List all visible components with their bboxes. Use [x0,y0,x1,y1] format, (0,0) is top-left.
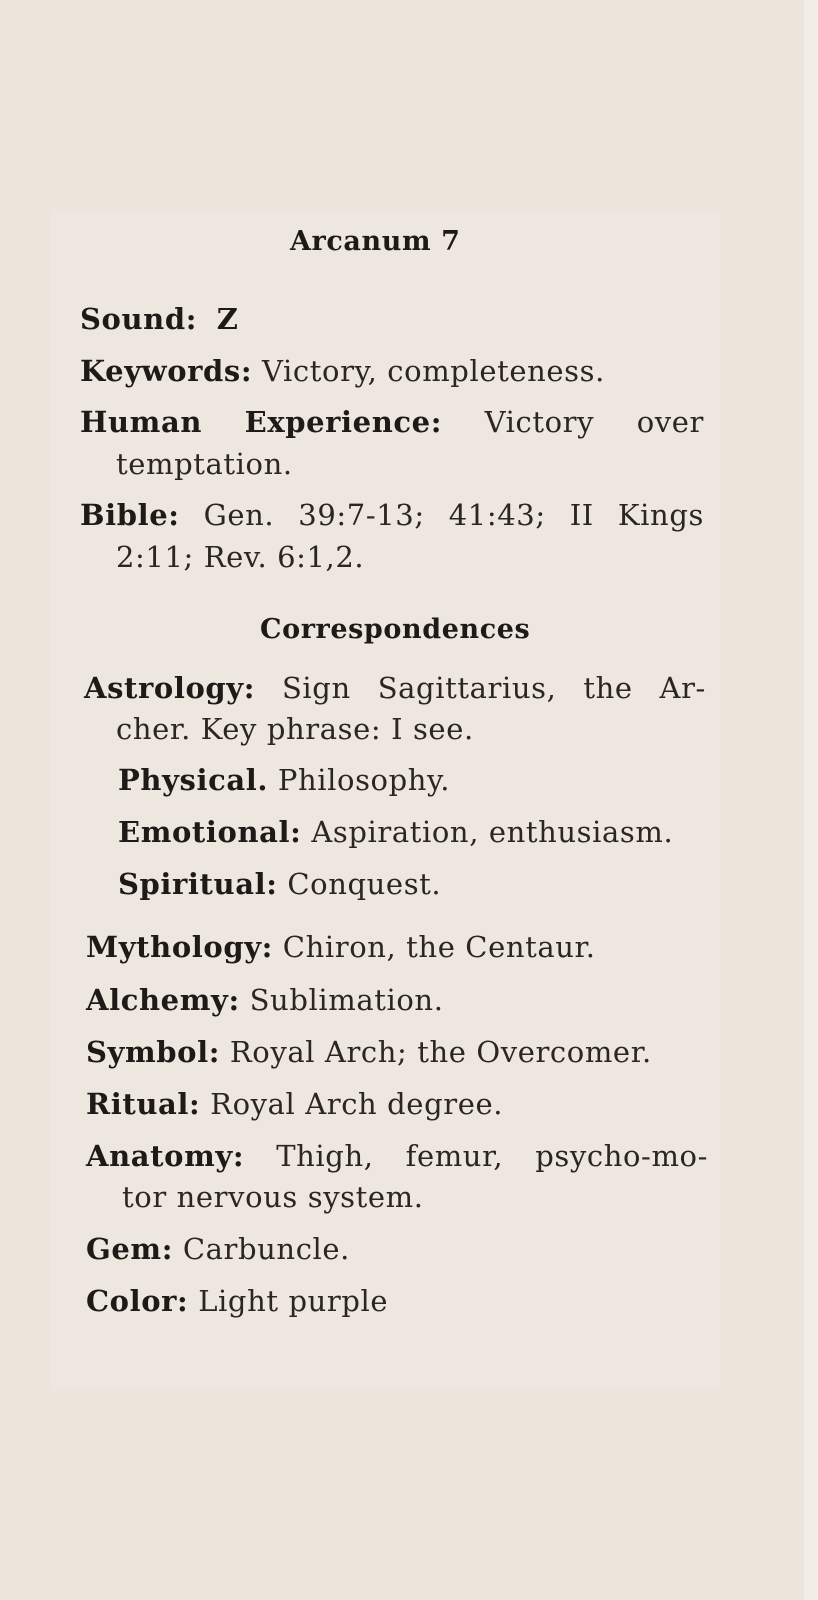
astrology-word-4: Ar- [659,671,706,705]
ritual-value: Royal Arch degree. [210,1087,504,1121]
emotional-value: Aspiration, enthusiasm. [311,815,674,849]
anatomy-word-3: psycho-mo- [535,1139,708,1173]
entry-symbol [86,1035,652,1069]
keywords-label: Keywords: [80,354,253,388]
page-title: Arcanum 7 [290,226,461,257]
emotional-label: Emotional: [118,815,302,849]
correspondences-heading: Correspondences [260,614,531,645]
bible-ref-3: 41:43; [448,498,546,532]
human-experience-value-2: over [636,405,704,439]
bible-ref-5: Kings [617,498,704,532]
entry-astrology [84,671,706,705]
human-experience-continuation: temptation. [116,447,293,481]
ritual-label: Ritual: [86,1087,201,1121]
human-experience-label-1: Human [80,405,203,439]
astrology-continuation: cher. Key phrase: I see. [116,712,474,746]
bible-ref-1: Gen. [203,498,275,532]
physical-value: Philosophy. [277,763,451,797]
entry-alchemy [86,983,444,1017]
alchemy-label: Alchemy: [86,983,240,1017]
symbol-label: Symbol: [86,1035,221,1069]
astrology-label: Astrology: [84,671,256,705]
mythology-value: Chiron, the Centaur. [282,930,596,964]
physical-label: Physical. [118,763,269,797]
entry-physical [118,763,450,797]
entry-gem [86,1232,350,1266]
gem-label: Gem: [86,1232,174,1266]
entry-anatomy [86,1139,708,1173]
entry-color [86,1284,388,1318]
sound-value: Z [216,302,239,336]
spiritual-value: Conquest. [287,867,442,901]
symbol-value: Royal Arch; the Overcomer. [229,1035,652,1069]
anatomy-label: Anatomy: [86,1139,245,1173]
entry-bible [80,498,704,532]
astrology-word-3: the [583,671,633,705]
anatomy-continuation: tor nervous system. [122,1180,424,1214]
bible-ref-4: II [569,498,594,532]
astrology-word-1: Sign [281,671,351,705]
entry-emotional [118,815,673,849]
gem-value: Carbuncle. [182,1232,351,1266]
entry-human-experience [80,405,704,439]
bible-ref-2: 39:7-13; [298,498,425,532]
mythology-label: Mythology: [86,930,273,964]
anatomy-word-1: Thigh, [276,1139,374,1173]
human-experience-label-2: Experience: [244,405,443,439]
entry-spiritual [118,867,441,901]
astrology-word-2: Sagittarius, [377,671,557,705]
bible-label: Bible: [80,498,180,532]
keywords-value: Victory, completeness. [262,354,605,388]
spiritual-label: Spiritual: [118,867,278,901]
entry-sound [80,302,238,336]
bible-continuation: 2:11; Rev. 6:1,2. [116,540,365,574]
entry-ritual [86,1087,503,1121]
color-value: Light purple [198,1284,389,1318]
entry-keywords [80,354,605,388]
sound-label: Sound: [80,302,198,336]
anatomy-word-2: femur, [405,1139,504,1173]
entry-mythology [86,930,596,964]
alchemy-value: Sublimation. [249,983,444,1017]
human-experience-value-1: Victory [484,405,595,439]
color-label: Color: [86,1284,189,1318]
